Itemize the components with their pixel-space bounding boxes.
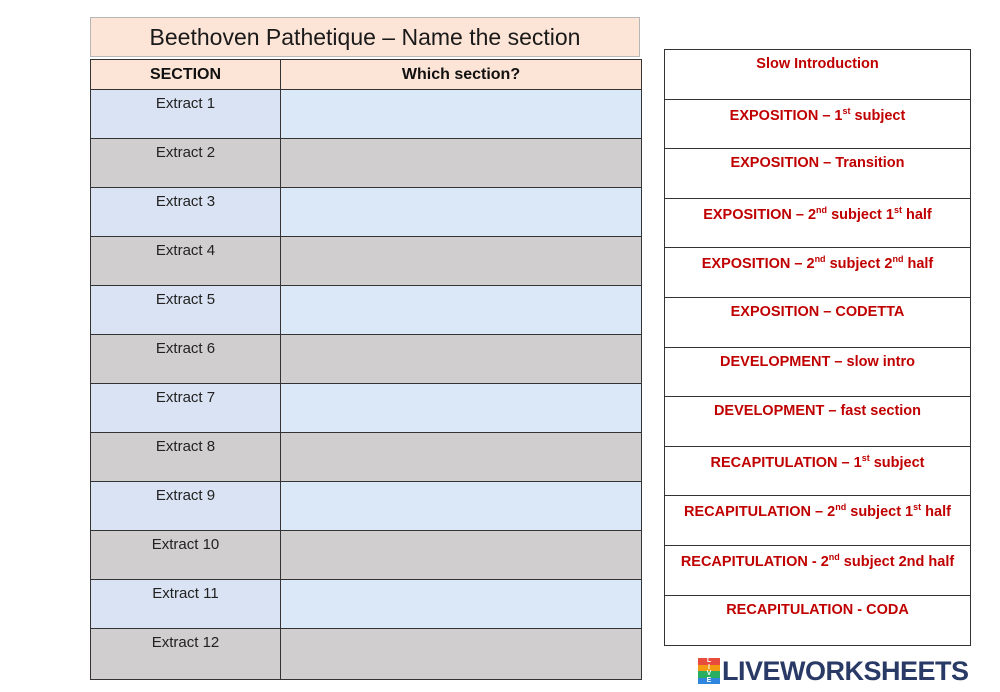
extract-label: Extract 1 bbox=[91, 90, 281, 139]
draggable-option[interactable]: EXPOSITION – Transition bbox=[665, 149, 970, 199]
draggable-option[interactable]: EXPOSITION – 1st subject bbox=[665, 100, 970, 150]
logo-badge-letter: V bbox=[698, 671, 720, 678]
table-row bbox=[91, 335, 642, 384]
extract-label: Extract 11 bbox=[91, 580, 281, 629]
table-row bbox=[91, 237, 642, 286]
logo-badge-letter: I bbox=[698, 665, 720, 672]
answer-drop-cell[interactable] bbox=[281, 90, 642, 139]
liveworksheets-logo bbox=[698, 657, 994, 685]
answer-drop-cell[interactable] bbox=[281, 629, 642, 680]
draggable-option[interactable]: RECAPITULATION – 1st subject bbox=[665, 447, 970, 497]
extract-label: Extract 6 bbox=[91, 335, 281, 384]
table-row bbox=[91, 482, 642, 531]
answer-drop-cell[interactable] bbox=[281, 188, 642, 237]
table-row bbox=[91, 139, 642, 188]
worksheet-title: Beethoven Pathetique – Name the section bbox=[90, 17, 640, 57]
sections-table bbox=[90, 59, 642, 680]
section-column-header: SECTION bbox=[91, 60, 281, 90]
table-row bbox=[91, 629, 642, 680]
draggable-option[interactable]: DEVELOPMENT – slow intro bbox=[665, 348, 970, 398]
table-row bbox=[91, 384, 642, 433]
extract-label: Extract 9 bbox=[91, 482, 281, 531]
answer-drop-cell[interactable] bbox=[281, 580, 642, 629]
table-row bbox=[91, 580, 642, 629]
extract-label: Extract 12 bbox=[91, 629, 281, 680]
draggable-option[interactable]: RECAPITULATION - 2nd subject 2nd half bbox=[665, 546, 970, 596]
answer-drop-cell[interactable] bbox=[281, 384, 642, 433]
extract-label: Extract 10 bbox=[91, 531, 281, 580]
answer-drop-cell[interactable] bbox=[281, 482, 642, 531]
logo-badge-icon bbox=[698, 658, 720, 684]
answer-drop-cell[interactable] bbox=[281, 139, 642, 188]
table-row bbox=[91, 90, 642, 139]
extract-label: Extract 5 bbox=[91, 286, 281, 335]
extract-label: Extract 7 bbox=[91, 384, 281, 433]
draggable-option[interactable]: DEVELOPMENT – fast section bbox=[665, 397, 970, 447]
section-options-list bbox=[664, 49, 971, 646]
extract-label: Extract 3 bbox=[91, 188, 281, 237]
table-row bbox=[91, 188, 642, 237]
draggable-option[interactable]: EXPOSITION – CODETTA bbox=[665, 298, 970, 348]
answer-drop-cell[interactable] bbox=[281, 237, 642, 286]
draggable-option[interactable]: EXPOSITION – 2nd subject 1st half bbox=[665, 199, 970, 249]
table-row bbox=[91, 531, 642, 580]
extract-label: Extract 2 bbox=[91, 139, 281, 188]
draggable-option[interactable]: Slow Introduction bbox=[665, 50, 970, 100]
logo-badge-letter: E bbox=[698, 678, 720, 685]
table-row bbox=[91, 433, 642, 482]
table-row bbox=[91, 286, 642, 335]
draggable-option[interactable]: RECAPITULATION – 2nd subject 1st half bbox=[665, 496, 970, 546]
draggable-option[interactable]: EXPOSITION – 2nd subject 2nd half bbox=[665, 248, 970, 298]
extract-label: Extract 8 bbox=[91, 433, 281, 482]
draggable-option[interactable]: RECAPITULATION - CODA bbox=[665, 596, 970, 646]
answer-drop-cell[interactable] bbox=[281, 531, 642, 580]
logo-text: LIVEWORKSHEETS bbox=[722, 655, 969, 686]
answer-column-header: Which section? bbox=[281, 60, 642, 90]
answer-drop-cell[interactable] bbox=[281, 286, 642, 335]
extract-label: Extract 4 bbox=[91, 237, 281, 286]
logo-badge-letter: L bbox=[698, 658, 720, 665]
answer-drop-cell[interactable] bbox=[281, 335, 642, 384]
answer-drop-cell[interactable] bbox=[281, 433, 642, 482]
